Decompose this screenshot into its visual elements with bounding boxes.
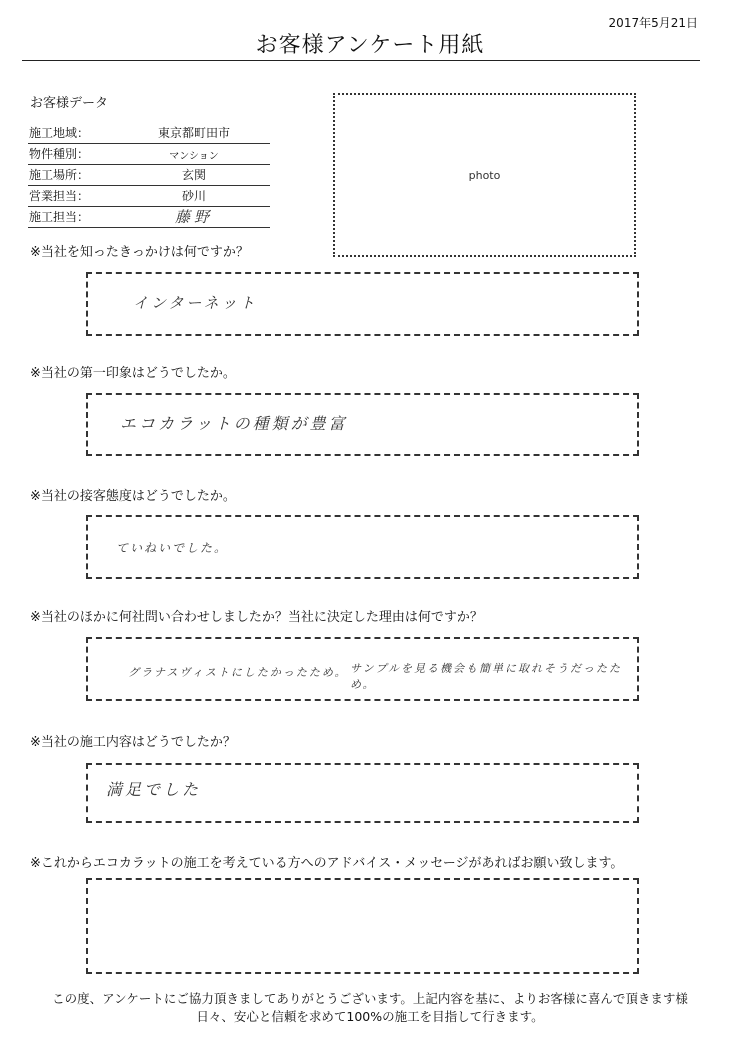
answer-box-customer-service (86, 515, 639, 579)
title-underline (22, 60, 700, 61)
question-work-quality: ※当社の施工内容はどうでしたか？ (30, 735, 236, 750)
answer-box-how-found (86, 272, 639, 336)
answer-box-work-quality (86, 763, 639, 823)
info-label: 営業担当： (29, 189, 90, 203)
info-value: 東京都町田市 (157, 126, 230, 140)
info-label: 施工担当： (29, 210, 90, 224)
answer-box-other-companies (86, 637, 639, 701)
info-label: 施工地域： (29, 126, 90, 140)
question-how-found: ※当社を知ったきっかけは何ですか？ (30, 245, 249, 260)
customer-data-heading: お客様データ (30, 96, 109, 111)
handwritten-answer: ていねいでした。 (116, 541, 229, 555)
photo-placeholder (333, 93, 636, 257)
info-row-location (28, 164, 270, 186)
handwritten-answer: グラナスヴィストにしたかったため。 (128, 666, 348, 679)
info-row-area (28, 122, 270, 144)
question-advice-message: ※これからエコカラットの施工を考えている方へのアドバイス・メッセージがあればお願い致します。 (30, 856, 624, 871)
question-other-companies: ※当社のほかに何社問い合わせしましたか？当社に決定した理由は何ですか？ (30, 610, 483, 625)
handwritten-answer: インターネット (133, 294, 258, 312)
footer-thanks-line1: この度、アンケートにご協力頂きましてありがとうございます。上記内容を基に、よりお客様に喜んで頂きます様 (52, 991, 688, 1006)
installer-signature: 藤野 (174, 208, 213, 226)
photo-label: photo (468, 169, 501, 182)
question-customer-service: ※当社の接客態度はどうでしたか。 (30, 489, 236, 504)
footer-thanks-line2: 日々、安心と信頼を求めて100%の施工を目指して行きます。 (196, 1009, 544, 1024)
answer-box-first-impression (86, 393, 639, 456)
answer-box-advice-message (86, 878, 639, 974)
info-value: 玄関 (181, 168, 206, 182)
survey-date: 2017年5月21日 (608, 16, 698, 30)
info-value: マンション (169, 151, 219, 162)
info-value: 砂川 (181, 189, 206, 203)
info-label: 物件種別： (29, 147, 90, 161)
question-first-impression: ※当社の第一印象はどうでしたか。 (30, 366, 236, 381)
handwritten-answer-continued: サンプルを見る機会も簡単に取れそうだったため。 (350, 662, 623, 691)
handwritten-answer: エコカラットの種類が豊富 (120, 414, 348, 433)
info-label: 施工場所： (29, 168, 90, 182)
info-row-sales-rep (28, 185, 270, 207)
info-row-installer (28, 206, 270, 228)
info-row-property-type (28, 143, 270, 165)
handwritten-answer: 満足でした (106, 780, 202, 799)
page-title: お客様アンケート用紙 (255, 33, 485, 58)
